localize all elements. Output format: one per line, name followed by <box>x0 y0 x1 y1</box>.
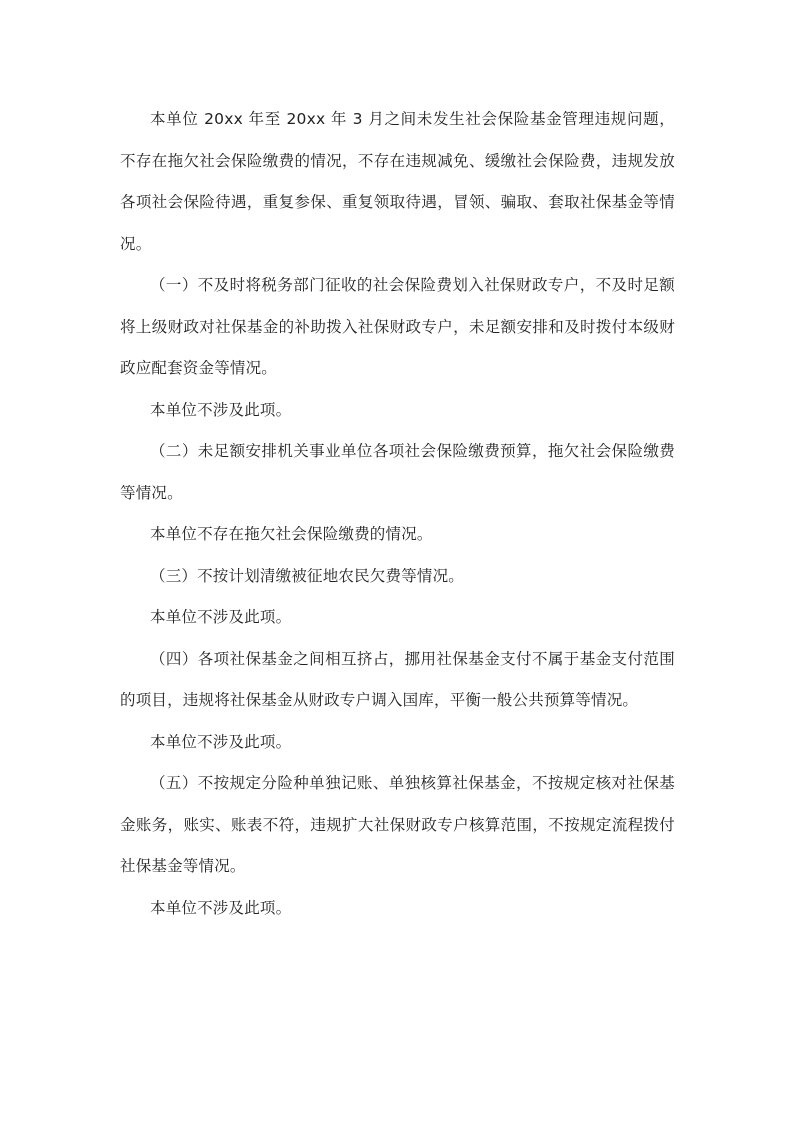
document-body <box>120 99 675 929</box>
paragraph-item-3: （三）不按计划清缴被征地农民欠费等情况。 <box>150 566 465 585</box>
paragraph-answer-5: 本单位不涉及此项。 <box>150 898 292 917</box>
paragraph-intro: 本单位 20xx 年至 20xx 年 3 月之间未发生社会保险基金管理违规问题，不存在拖欠社会保险缴费的情况，不存在违规减免、缓缴社会保险费，违规发放各项社会保险待遇，重复参保、重复领取待遇，冒领、骗取、套取社保基金等情况。 <box>120 110 675 253</box>
paragraph-item-1: （一）不及时将税务部门征收的社会保险费划入社保财政专户，不及时足额将上级财政对社保基金的补助拨入社保财政专户，未足额安排和及时拨付本级财政应配套资金等情况。 <box>120 276 675 377</box>
paragraph-item-5: （五）不按规定分险种单独记账、单独核算社保基金，不按规定核对社保基金账务，账实、账表不符，违规扩大社保财政专户核算范围，不按规定流程拨付社保基金等情况。 <box>120 774 675 875</box>
paragraph-answer-3: 本单位不涉及此项。 <box>150 608 292 626</box>
paragraph-item-2: （二）未足额安排机关事业单位各项社会保险缴费预算，拖欠社会保险缴费等情况。 <box>120 442 675 502</box>
paragraph-answer-1: 本单位不涉及此项。 <box>150 400 292 419</box>
paragraph-answer-2: 本单位不存在拖欠社会保险缴费的情况。 <box>150 525 433 543</box>
paragraph-item-4: （四）各项社保基金之间相互挤占，挪用社保基金支付不属于基金支付范围的项目，违规将社保基金从财政专户调入国库，平衡一般公共预算等情况。 <box>120 649 675 709</box>
paragraph-answer-4: 本单位不涉及此项。 <box>150 732 292 751</box>
